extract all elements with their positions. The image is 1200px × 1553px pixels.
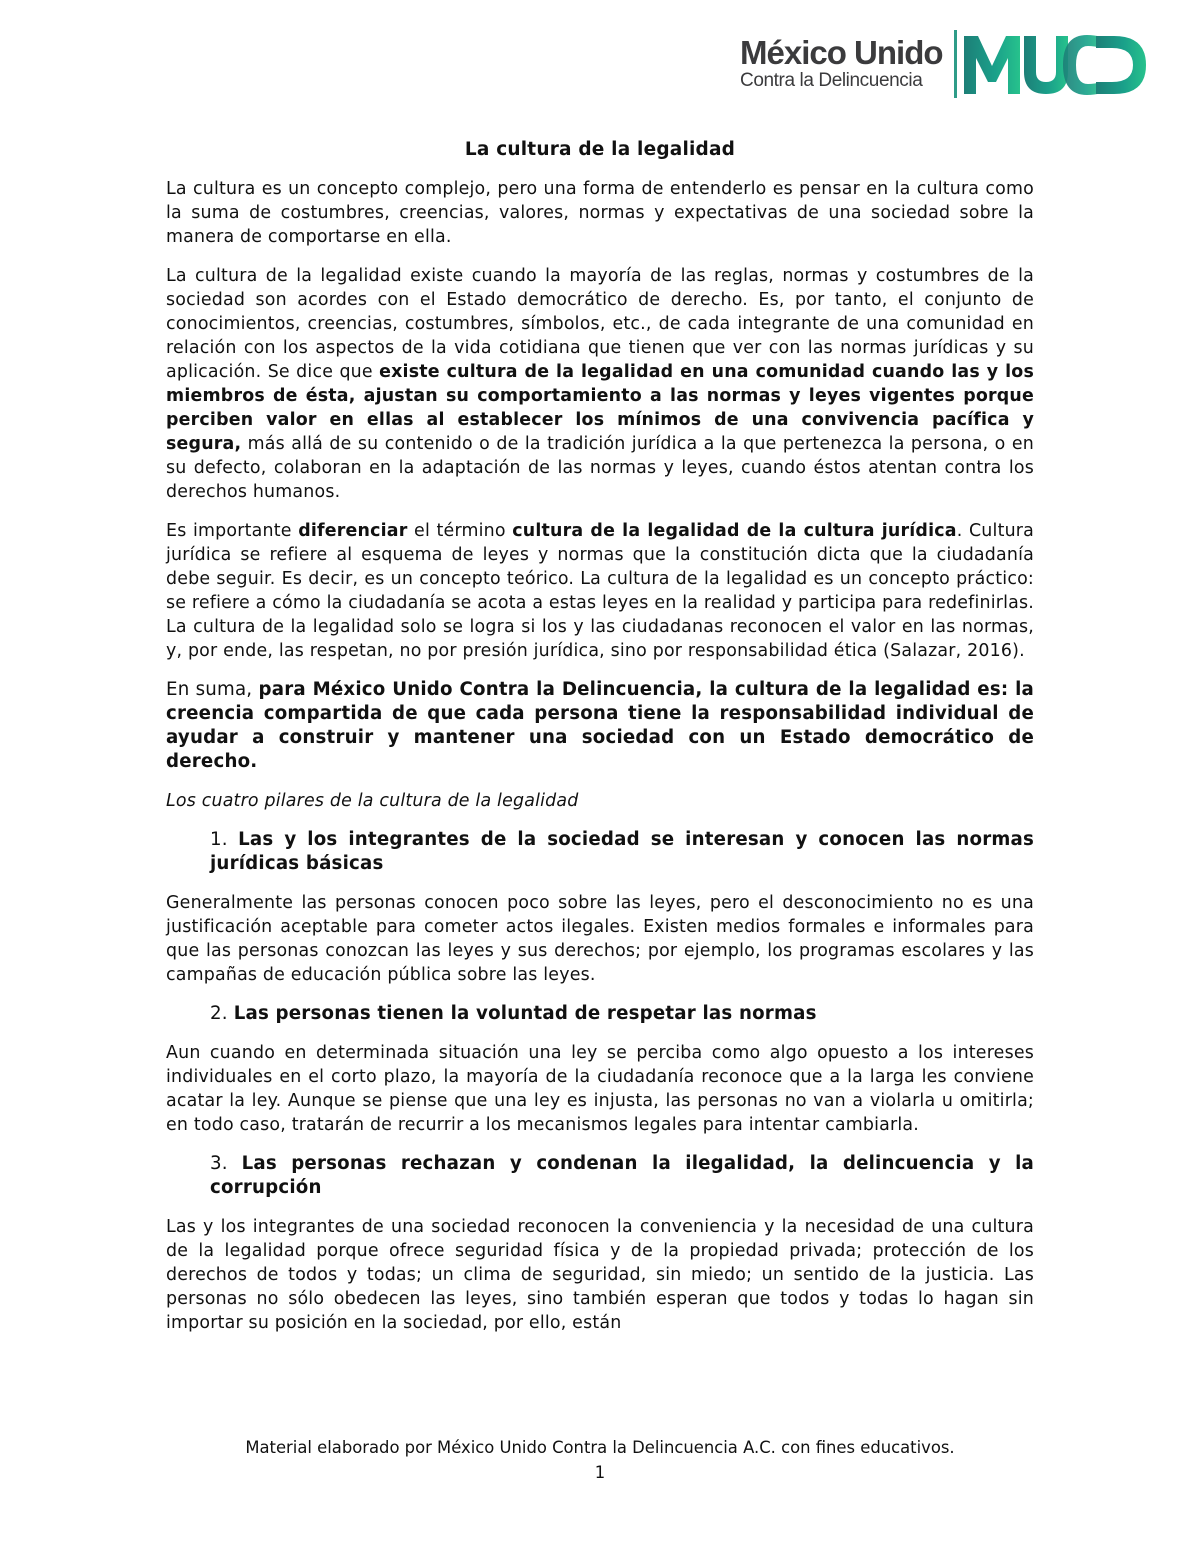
footer-note: Material elaborado por México Unido Contra la Delincuencia A.C. con fines educativos.	[245, 1438, 955, 1457]
logo-wordmark	[740, 36, 952, 90]
pillar-title: Las personas tienen la voluntad de respetar las normas	[233, 1003, 817, 1024]
text-run: el término	[407, 521, 513, 541]
pillar-2-heading	[166, 1002, 1034, 1026]
mucd-logo-mark-icon	[962, 30, 1148, 98]
document-body	[166, 138, 1034, 1350]
bold-text-run: para México Unido Contra la Delincuencia, la cultura de la legalidad es: la creencia compartida de que cada persona tiene la responsabilidad individual de ayudar a construir y mantener una sociedad con un Estado democrático de derecho.	[166, 679, 1035, 772]
bold-text-run: cultura de la legalidad de la cultura jurídica	[512, 521, 957, 541]
pillar-3-body: Las y los integrantes de una sociedad reconocen la conveniencia y la necesidad de una cultura de la legalidad porque ofrece seguridad física y de la propiedad privada; protección de los derechos de todos y todas; un clima de seguridad, sin miedo; un sentido de la justicia. Las personas no sólo obedecen las leyes, sino también esperan que todos y todas lo hagan sin importar su posición en la sociedad, por ello, están	[166, 1217, 1034, 1333]
text-run: En suma,	[166, 679, 259, 700]
logo-divider	[954, 30, 957, 98]
pillar-title: Las personas rechazan y condenan la ilegalidad, la delincuencia y la corrupción	[210, 1153, 1035, 1198]
pillar-1-heading	[166, 828, 1034, 876]
list-number: 3.	[210, 1153, 242, 1174]
paragraph-culture-definition: La cultura es un concepto complejo, pero una forma de entenderlo es pensar en la cultura como la suma de costumbres, creencias, valores, normas y expectativas de una sociedad sobre la manera de comportarse en ella.	[166, 179, 1034, 247]
text-run: La cultura de la legalidad existe cuando la mayoría de las reglas, normas y costumbres de la sociedad son acordes con el Estado democrático de derecho. Es, por tanto, el conjunto de conocimientos, creencias, costumbres, símbolos, etc., de cada integrante de una comunidad en relación con los aspectos de la vida cotidiana que tienen que ver con las normas jurídicas y su aplicación. Se dice que	[166, 266, 1034, 382]
paragraph-legality-culture	[166, 264, 1034, 504]
list-number: 1.	[210, 829, 239, 850]
pillar-1-body: Generalmente las personas conocen poco sobre las leyes, pero el desconocimiento no es una justificación aceptable para cometer actos ilegales. Existen medios formales e informales para que las personas conozcan las leyes y sus derechos; por ejemplo, los programas escolares y las campañas de educación pública sobre las leyes.	[166, 893, 1034, 985]
text-run: . Cultura jurídica se refiere al esquema de leyes y normas que la constitución dicta que la ciudadanía debe seguir. Es decir, es un concepto teórico. La cultura de la legalidad es un concepto práctico: se refiere a cómo la ciudadanía se acota a estas leyes en la realidad y participa para redefinirlas. La cultura de la legalidad solo se logra si los y las ciudadanas reconocen el valor en las normas, y, por ende, las respetan, no por presión jurídica, sino por responsabilidad ética (Salazar, 2016).	[166, 521, 1035, 661]
text-run: Es importante	[166, 521, 299, 541]
pillar-title: Las y los integrantes de la sociedad se interesan y conocen las normas jurídicas básicas	[210, 829, 1035, 874]
pillar-2-body: Aun cuando en determinada situación una ley se perciba como algo opuesto a los intereses individuales en el corto plazo, la mayoría de la ciudadanía reconoce que a la larga les conviene acatar la ley. Aunque se piense que una ley es injusta, las personas no van a violarla u omitirla; en todo caso, tratarán de recurrir a los mecanismos legales para intentar cambiarla.	[166, 1043, 1034, 1135]
logo-line-1: México Unido	[740, 34, 943, 71]
bold-text-run: existe cultura de la legalidad en una comunidad cuando las y los miembros de ésta, ajustan su comportamiento a las normas y leyes vigentes porque perciben valor en ellas al establecer los mínimos de una convivencia pacífica y segura,	[166, 362, 1035, 454]
paragraph-summary	[166, 678, 1034, 774]
page-number: 1	[594, 1463, 606, 1482]
text-run: más allá de su contenido o de la tradición jurídica a la que pertenezca la persona, o en su defecto, colaboran en la adaptación de las normas y leyes, cuando éstos atentan contra los derechos humanos.	[166, 434, 1034, 502]
document-title: La cultura de la legalidad	[464, 139, 736, 160]
bold-text-run: diferenciar	[298, 521, 408, 541]
logo-line-2: Contra la Delincuencia	[740, 70, 923, 91]
paragraph-differentiate	[166, 519, 1034, 663]
organization-logo	[740, 28, 1150, 100]
pillar-3-heading	[166, 1152, 1034, 1200]
pillars-heading: Los cuatro pilares de la cultura de la legalidad	[166, 791, 579, 811]
list-number: 2.	[210, 1003, 234, 1024]
